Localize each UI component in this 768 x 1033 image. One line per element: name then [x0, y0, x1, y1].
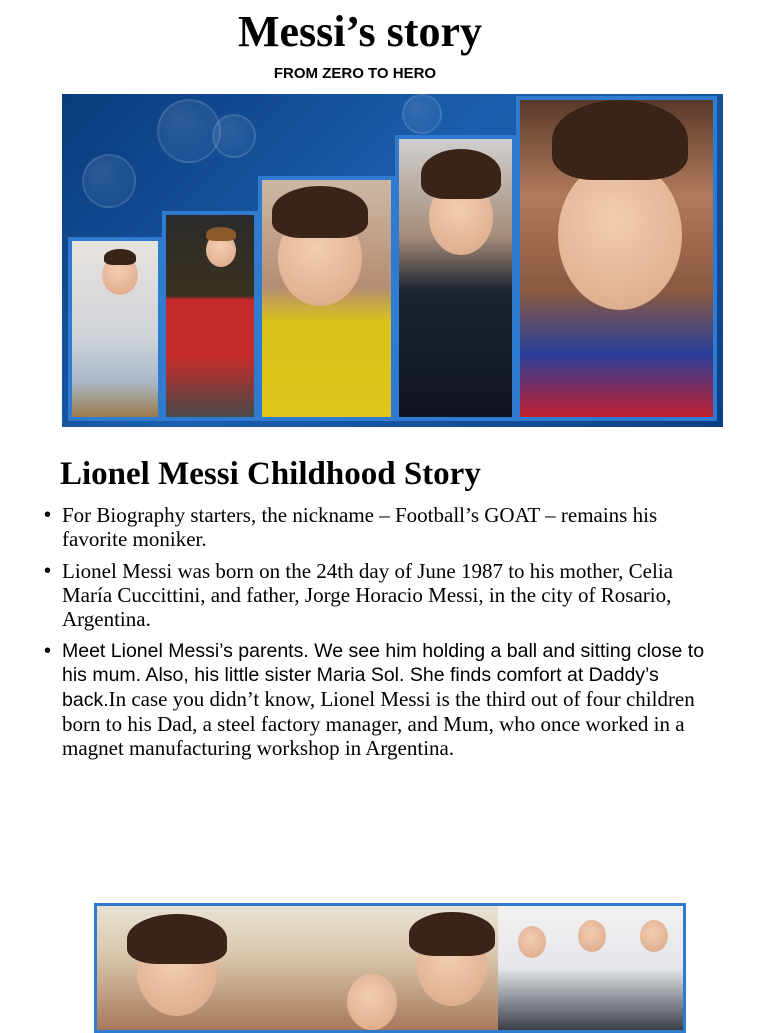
- bullet-text-serif: In case you didn’t know, Lionel Messi is the third out of four children born to his Dad, a steel factory manager, and Mum, who once worked in a magnet manufacturing workshop in Argentina.: [62, 687, 695, 760]
- page-title: Messi’s story: [238, 7, 482, 56]
- bullet-icon: •: [44, 640, 52, 662]
- page-subtitle: FROM ZERO TO HERO: [273, 65, 437, 82]
- list-item: [44, 639, 724, 760]
- list-item: [44, 559, 724, 631]
- bullet-text: Lionel Messi was born on the 24th day of June 1987 to his mother, Celia María Cuccittini, and father, Jorge Horacio Messi, in the city of Rosario, Argentina.: [62, 559, 673, 631]
- bullet-icon: •: [44, 560, 52, 582]
- soccer-ball-decoration: [212, 114, 256, 158]
- list-item: [44, 503, 724, 551]
- messi-timeline-banner: [62, 94, 723, 427]
- adult-celebrating-photo: [516, 96, 717, 421]
- bullet-text: For Biography starters, the nickname – Football’s GOAT – remains his favorite moniker.: [62, 503, 658, 551]
- teen-barcelona-photo: [395, 135, 516, 421]
- family-photo-collage: [94, 903, 686, 1033]
- baby-photo: [68, 237, 162, 421]
- child-red-shirt-photo: [162, 211, 258, 421]
- section-heading: Lionel Messi Childhood Story: [60, 456, 481, 492]
- bullet-text-sans: Meet Lionel Messi’s parents. We see him holding a ball and sitting close to his mum. Also, his little sister Maria Sol. She finds comfort at Daddy’s back.: [62, 640, 705, 711]
- award-photo: [498, 906, 683, 1030]
- bullet-list: [44, 503, 724, 768]
- child-barcelona-jersey-photo: [258, 176, 395, 421]
- bullet-icon: •: [44, 504, 52, 526]
- soccer-ball-decoration: [402, 94, 442, 134]
- soccer-ball-decoration: [82, 154, 136, 208]
